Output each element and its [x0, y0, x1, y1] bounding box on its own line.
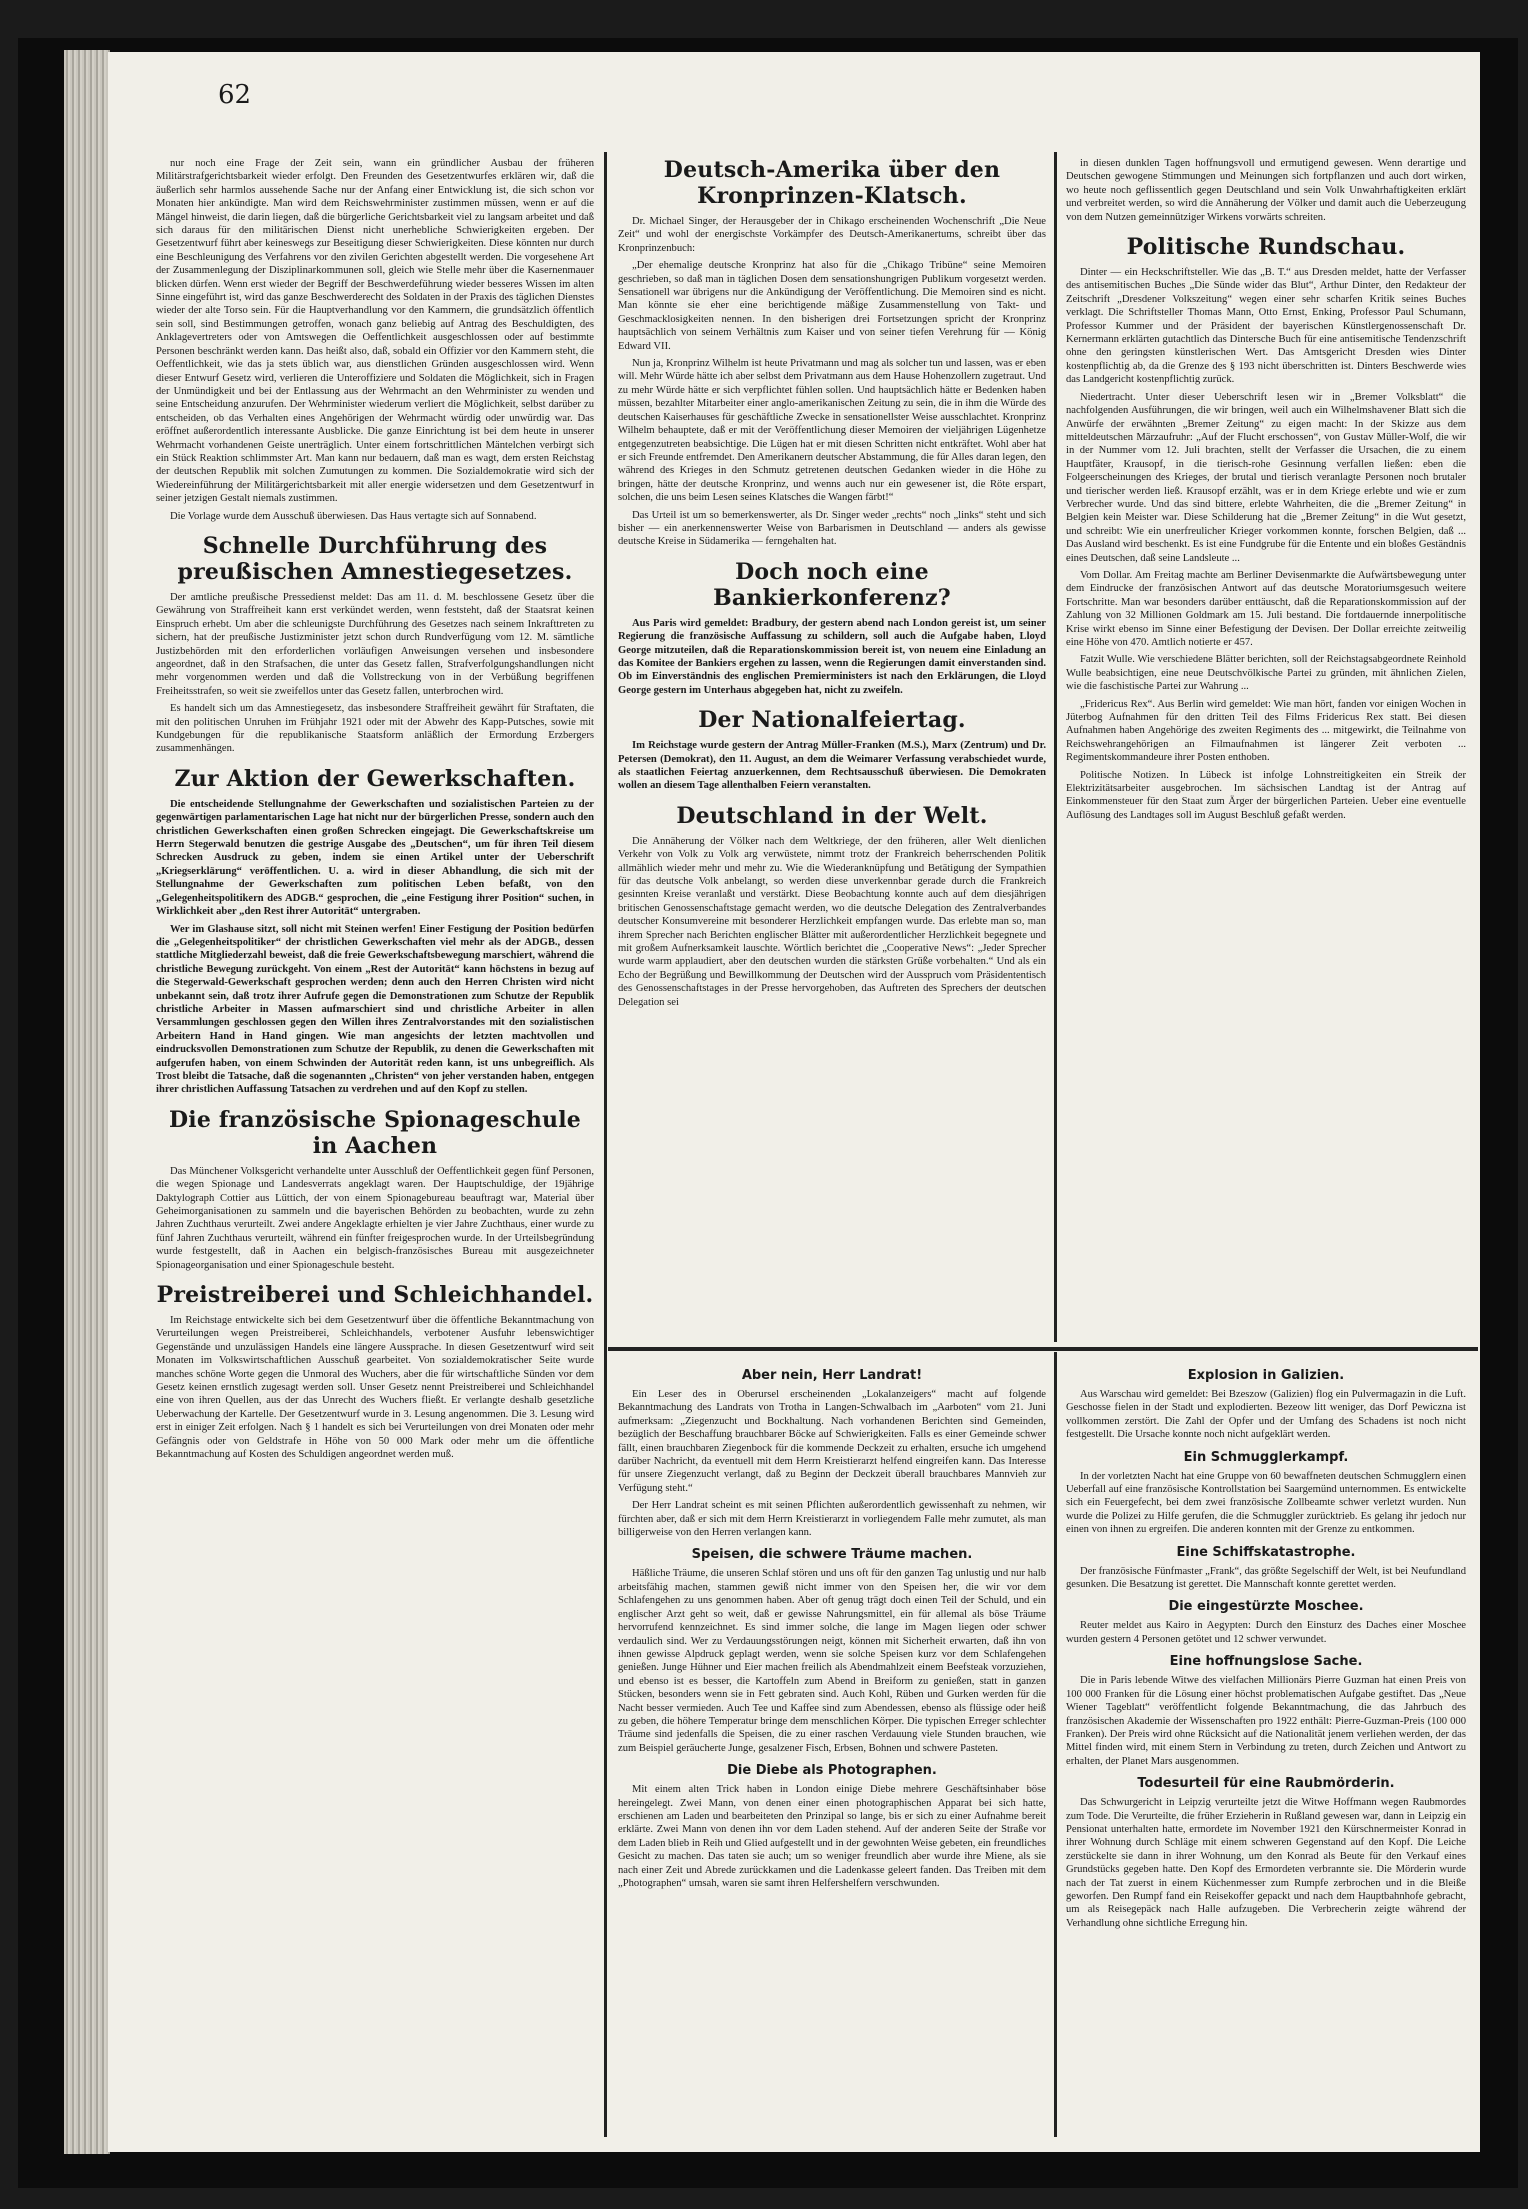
article-text: Die Vorlage wurde dem Ausschuß überwiesen. Das Haus vertagte sich auf Sonnabend.: [170, 510, 537, 522]
article-text: in diesen dunklen Tagen hoffnungsvoll und ermutigend gewesen. Wenn derartige und Deutschen gewogene Stimmungen und Meinungen sich fortpflanzen und auch dort wirken, wo heute noch geflissentlich gegen Deutschland und sein Volk Unwahrhaftigkeiten erklärt und verbreitet werden, so wird die Annäherung der Völker und damit auch die Ueberzeugung von dem Nutzen gemeinnütziger Wirkens vorwärts schreiten.: [1066, 158, 1466, 223]
article-text: Häßliche Träume, die unseren Schlaf stören und uns oft für den ganzen Tag unlustig und nur halb arbeitsfähig machen, stammen gewiß nicht immer von den Speisen her, die wir vor dem Schlafengehen zu uns genommen haben. Aber oft genug trägt doch einen Teil der Schuld, und ein englischer Arzt geht so weit, daß er gewisse Nahrungsmittel, ein für allemal als böse Träume hervorrufend kennzeichnet. Es sind immer solche, die lange im Magen liegen oder schwer verdaulich sind. Wer zu Verdauungsstörungen neigt, können mit Sicherheit erwarten, daß ihn von ihnen gewisse Alpdruck geplagt werden, wenn sie solche Speisen kurz vor dem Schlafengehen genießen. Junge Hühner und Eier machen freilich als Abendmahlzeit einem Beefsteak vorzuziehen, und ebenso ist es besser, die Kartoffeln zum Abend in Breiform zu genießen, statt in ganzen Stücken, besonders wenn sie in Fett gebraten sind. Auch Kohl, Rüben und Gurken werden für die Nacht besser vermieden. Auch Tee und Kaffee sind zum Abendessen, ebenso als flüssige oder heiß zu geben, die höhere Temperatur bringe dem menschlichen Körper. Die typischen Erreger schlechter Träume sind jedenfalls die Speisen, die zu einer raschen Verdauung viele Stunden brauchen, wie zum Beispiel geräucherte Junge, gesalzener Fisch, Erbsen, Bohnen und schwere Pasteten.: [618, 1568, 1046, 1754]
article-text: Mit einem alten Trick haben in London einige Diebe mehrere Geschäftsinhaber böse hereingelegt. Zwei Mann, von denen einer einen photographischen Apparat bei sich hatte, erschienen am Laden und bearbeiteten den Prinzipal so lange, bis er sich zu einer Aufnahme bereit erklärte. Zwei Mann von denen ihn vor dem Laden stehend. Auf der anderen Seite der Straße vor dem Laden blieb in Reih und Glied aufgestellt und in der gewohnten Weise gebeten, ein freundliches Gesicht zu machen. Das taten sie auch; um so weniger freundlich aber wurde ihre Miene, als sie nach einer Zeit und Abrede zurückkamen und die Ladenkasse geleert fanden. Das Treiben mit dem „Photographen“ umsah, waren sie samt ihren Helfershelfern verschwunden.: [618, 1784, 1046, 1889]
article-text: Es handelt sich um das Amnestiegesetz, das insbesondere Straffreiheit gewährt für Straftaten, die mit den politischen Unruhen im Frühjahr 1921 oder mit der Abwehr des Kapp-Putsches, sowie mit Kundgebungen für die republikanische Staatsform anläßlich der Ermordung Erzbergers zusammenhängen.: [156, 703, 594, 755]
headline: Politische Rundschau.: [1126, 234, 1406, 261]
book-binding: [64, 50, 110, 2154]
subheadline: Eine Schiffskatastrophe.: [1176, 1544, 1356, 1560]
subheadline: Ein Schmugglerkampf.: [1183, 1449, 1349, 1465]
feuilleton-right: [1066, 1360, 1466, 1934]
article-text: Reuter meldet aus Kairo in Aegypten: Durch den Einsturz des Daches einer Moschee wurden gestern 4 Personen getötet und 12 schwer verwundet.: [1066, 1620, 1466, 1645]
article-text: Dr. Michael Singer, der Herausgeber der in Chikago erscheinenden Wochenschrift „Die Neue Zeit“ und wohl der energischste Vorkämpfer des Deutsch-Amerikanertums, schreibt über das Kronprinzenbuch:: [618, 216, 1046, 254]
article-text: Im Reichstage wurde gestern der Antrag Müller-Franken (M.S.), Marx (Zentrum) und Dr. Petersen (Demokrat), den 11. August, an dem die Weimarer Verfassung verabschiedet wurde, als staatlichen Feiertag anzuerkennen, dem Rechtsausschuß überwiesen. Die Demokraten wollen an diesem Tage allenthalben Feiern veranstalten.: [618, 740, 1046, 792]
article-text: Das Schwurgericht in Leipzig verurteilte jetzt die Witwe Hoffmann wegen Raubmordes zum Tode. Die Verurteilte, die früher Erzieherin in Rußland gewesen war, dann in Leipzig ein Pensionat unterhalten hatte, ermordete im November 1921 den Kürschnermeister Konrad in ihrer Wohnung durch Schläge mit einem schweren Gegenstand auf den Kopf. Die Leiche zerstückelte sie dann in ihrer Wohnung, um den Konrad als Beute für den Verkauf eines Grundstücks gegeben hatte. Den Kopf des Ermordeten verbrannte sie. Die Mörderin wurde nach der Tat zuerst in einem Küchenmesser zum Rumpfe zerbrochen und in die Bleiße geworfen. Den Rumpf fand ein Reisekoffer gepackt und nach dem Hauptbahnhofe gebracht, um als Reisegepäck nach Halle aufzugeben. Die Verbrecherin zeigte während der Verhandlung ohne sichtliche Erregung hin.: [1066, 1797, 1466, 1929]
article-text: Nun ja, Kronprinz Wilhelm ist heute Privatmann und mag als solcher tun und lassen, was er eben will. Mehr Würde hätte ich aber selbst dem Privatmann aus dem Hause Hohenzollern zugetraut. Und zu mehr Würde hätte er sich verpflichtet fühlen sollen. Und hauptsächlich hätte er Bedenken haben müssen, bezahlter Mitarbeiter einer anglo-amerikanischen Zeitung zu sein, die in ihm die Würde des deutschen Kaiserhauses für geschäftliche Zwecke in sensationellster Weise ausschlachtet. Kronprinz Wilhelm behauptete, daß er mit der Veröffentlichung dieser Memoiren der vieljährigen Lügenhetze entgegenzutreten beabsichtige. Die Lügen hat er mit diesen Schritten nicht entkräftet. Wohl aber hat er sich Freunde entfremdet. Den Amerikanern deutscher Abstammung, die für Alles daran legen, den während des Krieges in den Schmutz getretenen deutschen Gedanken wieder in die Höhe zu bringen, hätte der deutsche Kronprinz, und wenns auch nur ein gewesener ist, die Röte erspart, solchen, die uns beim Lesen seines Klatsches die Wangen färbt!“: [618, 358, 1046, 504]
subheadline: Speisen, die schwere Träume machen.: [691, 1547, 973, 1563]
article-text: „Der ehemalige deutsche Kronprinz hat also für die „Chikago Tribüne“ seine Memoiren geschrieben, so daß man in täglichen Dosen dem sensationshungrigen Publikum vorgesetzt werden. Sensationell war übrigens nur die Ankündigung der Veröffentlichung. Die Memoiren sind es nicht. Man könnte sie eher eine berichtigende mäßige Zusammenstellung von Takt- und Geschmacklosigkeiten nennen. In den bisherigen drei Fortsetzungen spricht der Kronprinz hauptsächlich von seinem Verhältnis zum Kaiser und von seiner tiefen Verehrung für — König Edward VII.: [618, 260, 1046, 352]
article-text: In der vorletzten Nacht hat eine Gruppe von 60 bewaffneten deutschen Schmugglern einen Ueberfall auf eine französische Kontrollstation bei Saargemünd unternommen. Es entwickelte sich ein Feuergefecht, bei dem zwei französische Zollbeamte schwer verletzt wurden. Nun wurde die Polizei zu Hilfe gerufen, die die Schmuggler zurücktrieb. Es gelang ihr jedoch nur einen von ihnen zu ergreifen. Die anderen konnten mit der Grenze zu entkommen.: [1066, 1470, 1466, 1536]
subheadline: Die eingestürzte Moschee.: [1168, 1599, 1364, 1615]
subheadline: Die Diebe als Photographen.: [727, 1763, 937, 1779]
section-divider: [608, 1347, 1478, 1351]
headline: Zur Aktion der Gewerkschaften.: [174, 765, 576, 792]
column-right: [1066, 157, 1466, 826]
article-text: Aus Paris wird gemeldet: Bradbury, der gestern abend nach London gereist ist, um seiner Regierung die französische Auffassung zu schildern, soll auch die Aufgabe haben, Lloyd George mitzuteilen, daß die Reparationskommission bereit ist, von neuem eine Einladung an das Komitee der Bankiers ergehen zu lassen, wenn die Regierungen damit einverstanden sind. Ob im Einverständnis des englischen Premierministers ist nach den Erklärungen, die Lloyd George gestern im Unterhaus abgegeben hat, nicht zu zweifeln.: [618, 617, 1046, 696]
article-text: nur noch eine Frage der Zeit sein, wann ein gründlicher Ausbau der früheren Militärstrafgerichtsbarkeit wieder erfolgt. Den Freunden des Gesetzentwurfes erklären wir, daß die äußerlich sehr harmlos aussehende Sache nur der Anfang einer Entwicklung ist, die sich schon vor Monaten hier ankündigte. Man wird dem Reichswehrminister zustimmen müssen, wenn er auf die Mängel hinweist, die darin liegen, daß die bürgerliche Gerichtsbarkeit viel zu langsam arbeitet und daß sich daraus für den militärischen Dienst nicht unerhebliche Schwierigkeiten ergeben. Der Gesetzentwurf führt aber keineswegs zur Beseitigung dieser Schwierigkeiten. Diese könnten nur durch eine Beschleunigung des Verfahrens vor den zivilen Gerichten abgestellt werden. Die vorgesehene Art der Zusammenlegung der Disziplinarkommunen soll, gleich wie Stelle mehr über die Kasernenmauer blicken dürfen. Wenn erst wieder der Begriff der Beschwerdeführung wieder besseres Wissen im alten Sinne eingeführt ist, wird das ganze Beschwerderecht des Soldaten in der Praxis des täglichen Dienstes wieder der alte Torso sein. Für die Hauptverhandlung vor den Kammern, die grundsätzlich öffentlich sein soll, sind Bestimmungen getroffen, wonach ganz beliebig auf Antrag des Beschuldigten, des Anklagevertreters oder von Amtswegen die Oeffentlichkeit ausgeschlossen oder auf bestimmte Personen beschränkt werden kann. Das heißt also, daß, sobald ein Offizier vor den Kammern steht, die Oeffentlichkeit, wie das ja stets üblich war, aus dienstlichen Gründen ausgeschlossen wird. Wenn dieser Entwurf Gesetz wird, verlieren die Unteroffiziere und Soldaten die Möglichkeit, sich in Fragen der Unmündigkeit und bei der Entlassung aus der Wehrmacht an den Wehrminister zu wenden und seine Entscheidung anzurufen. Der Wehrminister wiederum verliert die Möglichkeit, selbst darüber zu entscheiden, ob das Verhalten eines Angehörigen der Wehrmacht würdig oder unwürdig war. Das eröffnet außerordentlich interessante Ausblicke. Die ganze Einrichtung ist bei dem heute in unserer Wehrmacht vorhandenen Geiste unerträglich. Unter einem fortschrittlichen Mäntelchen verbirgt sich ein Stück Reaktion schlimmster Art. Man kann nur bedauern, daß man es wagt, dem ersten Reichstag der deutschen Republik mit solchen Zumutungen zu kommen. Die Sozialdemokratie wird sich der Wiedereinführung der Militärgerichtsbarkeit mit aller energie widersetzen und dem Gesetzentwurf in seiner jetzigen Gestalt niemals zustimmen.: [156, 158, 594, 505]
article-text: Wer im Glashause sitzt, soll nicht mit Steinen werfen! Einer Festigung der Position bedürfen die „Gelegenheitspolitiker“ der christlichen Gewerkschaften viel mehr als der ADGB., dessen stattliche Mitgliederzahl beweist, daß die freie Gewerkschaftsbewegung marschiert, während die christliche Bewegung zurückgeht. Von einem „Rest der Autorität“ kann höchstens in bezug auf die Stegerwald-Gewerkschaft gesprochen werden; denn auch den Herren Christen wird nicht unbekannt sein, daß trotz ihrer Aufrufe gegen die Demonstrationen zum Schutze der Republik christliche Arbeiter in Massen aufmarschiert sind und christliche Arbeiter in allen Versammlungen geschlossen gegen den Willen ihres Zentralvorstandes mit den sozialistischen Arbeitern Hand in Hand gingen. Wie man angesichts der letzten machtvollen und eindrucksvollen Demonstrationen zum Schutze der Republik, zu denen die Gewerkschaften mit aufgerufen haben, von einem Schwinden der Autorität reden kann, ist uns unbegreiflich. Als Trost bleibt die Tatsache, daß die sogenannten „Christen“ von jeher verstanden haben, entgegen ihrer christlichen Auffassung Tatsachen zu verdrehen und auf den Kopf zu stellen.: [156, 923, 594, 1096]
article-text: Das Münchener Volksgericht verhandelte unter Ausschluß der Oeffentlichkeit gegen fünf Personen, die wegen Spionage und Landesverrats angeklagt waren. Der Hauptschuldige, der 19jährige Daktylograph Cottier aus Lüttich, der von einem Spionagebureau beauftragt war, Material über Geheimorganisationen zu sammeln und die bayerischen Behörden zu beobachten, wurde zu zehn Jahren Zuchthaus verurteilt. Zwei andere Angeklagte erhielten je vier Jahre Zuchthaus, einer wurde zu fünf Jahren Zuchthaus verurteilt, während ein fünfter freigesprochen wurde. In der Urteilsbegründung wurde festgestellt, daß in Aachen ein belgisch-französisches Bureau mit ausgezeichneter Spionageorganisation und einer Spionageschule besteht.: [156, 1165, 594, 1271]
rundschau-item: Politische Notizen. In Lübeck ist infolge Lohnstreitigkeiten ein Streik der Elektrizitätsarbeiter ausgebrochen. Im sächsischen Landtag ist der Antrag auf Einkommensteuer für den Staat zum Ärger der bürgerlichen Parteien. Ueber eine eventuelle Auflösung des Landtages soll im August Beschluß gefaßt werden.: [1066, 769, 1466, 821]
article-text: Der Herr Landrat scheint es mit seinen Pflichten außerordentlich gewissenhaft zu nehmen, wir fürchten aber, daß er sich mit dem Herrn Kreistierarzt in vorliegendem Falle mehr zumutet, als man billigerweise von den Herren verlangen kann.: [618, 1500, 1046, 1539]
article-text: Ein Leser des in Oberursel erscheinenden „Lokalanzeigers“ macht auf folgende Bekanntmachung des Landrats von Trotha in Langen-Schwalbach im „Aarboten“ vom 21. Juni aufmerksam: „Ziegenzucht und Bockhaltung. Nach vorhandenen Berichten sind Gemeinden, bezüglich der Beschaffung brauchbarer Böcke auf Schwierigkeiten. Falls es einer Gemeinde schwer fällt, einen brauchbaren Ziegenbock für die kommende Deckzeit zu erhalten, ersuche ich umgehend darüber Nachricht, da eventuell mit dem Herrn Kreistierarzt helfend eingreifen kann. Das Interesse für unsere Ziegenzucht verlangt, daß zu Beginn der Deckzeit überall brauchbares Mannvieh zur Verfügung steht.“: [618, 1389, 1046, 1494]
column-divider: [1054, 152, 1057, 1342]
subheadline: Todesurteil für eine Raubmörderin.: [1137, 1776, 1395, 1792]
headline: Deutsch-Amerika über den Kronprinzen-Klatsch.: [663, 157, 1001, 209]
article-text: Die in Paris lebende Witwe des vielfachen Millionärs Pierre Guzman hat einen Preis von 100 000 Franken für die Lösung einer höchst problematischen Aufgabe gestiftet. Das „Neue Wiener Tageblatt“ veröffentlicht folgende Bekanntmachung, die das Jahrbuch des französischen Akademie der Wissenschaften pro 1922 enthält: Pierre-Guzman-Preis (100 000 Franken). Der Preis wird ohne Rücksicht auf die Nationalität jenem verliehen werden, der das Mittel finden wird, mit einem Stern in Verbindung zu treten, durch Zeichen und Antwort zu erhalten, der Planet Mars ausgenommen.: [1066, 1675, 1466, 1767]
newspaper-page: [108, 52, 1480, 2152]
rundschau-item: Fatzit Wulle. Wie verschiedene Blätter berichten, soll der Reichstagsabgeordnete Reinhold Wulle beabsichtigen, eine neue Deutschvölkische Partei zu gründen, mit ähnlichen Zielen, wie die faschistische Partei zur Wahrung ...: [1066, 654, 1466, 693]
headline: Der Nationalfeiertag.: [698, 707, 966, 734]
subheadline: Eine hoffnungslose Sache.: [1169, 1654, 1363, 1670]
column-middle: [618, 157, 1046, 1013]
article-text: Der französische Fünfmaster „Frank“, das größte Segelschiff der Welt, ist bei Neufundland gesunken. Die Besatzung ist gerettet. Die Mannschaft konnte gerettet werden.: [1066, 1565, 1466, 1591]
article-text: Der amtliche preußische Pressedienst meldet: Das am 11. d. M. beschlossene Gesetz über die Gewährung von Straffreiheit kann erst verkündet werden, wenn feststeht, daß der Staatsrat keinen Einspruch erhebt. Um aber die schleunigste Durchführung des Gesetzes nach seinem Inkrafttreten zu sichern, hat der preußische Justizminister jetzt schon durch Rundverfügung vom 12. M. sämtliche Justizbehörden mit den erforderlichen vorläufigen Anweisungen versehen und insbesondere angeordnet, daß in den Strafsachen, die unter das Gesetz fallen, Strafverfolgungshandlungen nicht mehr vorgenommen werden und daß die Vollstreckung von in der Verbüßung begriffenen Freiheitsstrafen, so weit sie zweifellos unter das Gesetz fallen, unterbrochen wird.: [156, 591, 594, 697]
article-text: Das Urteil ist um so bemerkenswerter, als Dr. Singer weder „rechts“ noch „links“ steht und sich bisher — ein anerkennenswerter Weise von Barbarismen in Deutschland — anders als gewisse deutsche Kreise in Südamerika — ferngehalten hat.: [618, 509, 1046, 548]
headline: Die französische Spionageschule in Aachen: [169, 1106, 581, 1159]
article-text: Die entscheidende Stellungnahme der Gewerkschaften und sozialistischen Parteien zu der gegenwärtigen parlamentarischen Lage hat nicht nur der bürgerlichen Presse, sondern auch den christlichen Gewerkschaften einen großen Schrecken eingejagt. Die Gewerkschaftskreise um Herrn Stegerwald benutzen die gestrige Ausgabe des „Deutschen“, um für ihren Teil diesem Schrecken Ausdruck zu geben, indem sie einen Artikel unter der Ueberschrift „Kriegserklärung“ veröffentlichen. U. a. wird in dieser Abhandlung, die sich mit der Stellungnahme der Gewerkschaften zum politischen Leben befaßt, von den „Gelegenheitspolitikern des ADGB.“ gesprochen, die „eine Festigung ihrer Position“ suchen, in Wirklichkeit aber „den Rest ihrer Autorität“ untergraben.: [156, 798, 594, 918]
column-divider: [1054, 1352, 1057, 2137]
column-divider: [604, 152, 607, 2137]
subheadline: Aber nein, Herr Landrat!: [741, 1368, 923, 1383]
article-text: Im Reichstage entwickelte sich bei dem Gesetzentwurf über die öffentliche Bekanntmachung von Verurteilungen wegen Preistreiberei, Schleichhandels, verbotener Ausfuhr lebenswichtiger Gegenstände und unzulässigen Handels eine längere Aussprache. In diesen Gesetzentwurf wird seit Monaten im Volkswirtschaftlichen Ausschuß gearbeitet. Von sozialdemokratischer Seite wurde manches schöne Worte gegen die Unmoral des Wuchers, aber die für wirtschaftliche Sünden vor dem Gesetz keinen ernstlich zugesagt werden soll. Unser Gesetz nennt Preistreiberei und Schleichhandel eine von ihren Quellen, aus der das Unrecht des Wuchers fließt. Er verlangte deshalb gesetzliche Ueberwachung der Kartelle. Der Gesetzentwurf wurde in 3. Lesung angenommen. Die 3. Lesung wird erst in einiger Zeit erfolgen. Nach § 1 handelt es sich bei Verurteilungen von drei Monaten oder mehr Gefängnis oder von Geldstrafe in Höhe von 50 000 Mark oder mehr um die öffentliche Bekanntmachung auf Kosten des Schuldigen angeordnet werden muß.: [156, 1315, 594, 1461]
page-number: 62: [218, 80, 252, 110]
column-left: [156, 157, 594, 1466]
article-text: Die Annäherung der Völker nach dem Weltkriege, der den früheren, aller Welt dienlichen Verkehr von Volk zu Volk arg verwüstete, nimmt trotz der Frankreich beherrschenden Politik allmählich wieder mehr und mehr zu. Wie die Wiederanknüpfung und Betätigung der Sympathien für das deutsche Volk anbelangt, so werden diese unverkennbar gerade durch die Frankreich gesinnten Kreise veranlaßt und verstärkt. Diese Beobachtung konnte auch auf dem diesjährigen britischen Genossenschaftstage gemacht werden, wo die deutsche Delegation des Zentralverbandes deutscher Konsumvereine mit besonderer Herzlichkeit empfangen wurde. Das erlebte man so, man ihrem Sprecher nach Berichten englischer Blätter mit außerordentlicher Herzlichkeit begegnete und mit großem Aufnerksamkeit lauschte. Wörtlich berichtet die „Cooperative News“: „Jeder Sprecher wurde warm applaudiert, aber den deutschen wurden die stärksten Grüße vorbehalten.“ Und als ein Echo der Begrüßung und Bewillkommung der Deutschen wird der Ausspruch vom Präsidententisch des Genossenschaftstages in der Presse hervorgehoben, das Auftreten des Sprechers der deutschen Delegation sei: [618, 835, 1046, 1008]
subheadline: Explosion in Galizien.: [1187, 1368, 1345, 1383]
rundschau-item: „Fridericus Rex“. Aus Berlin wird gemeldet: Wie man hört, fanden vor einigen Wochen in Jüterbog Aufnahmen für den dritten Teil des Films Fridericus Rex statt. Bei diesen Aufnahmen haben Angehörige des zweiten Regiments des ... mitgewirkt, die Teilnahme von Reichswehrangehörigen an Filmaufnahmen ist längerer Zeit verboten ... Regimentskommandeure ihrer Posten enthoben.: [1066, 698, 1466, 764]
headline: Preistreiberei und Schleichhandel.: [156, 1282, 594, 1309]
feuilleton-middle: [618, 1360, 1046, 1894]
headline: Doch noch eine Bankierkonferenz?: [713, 558, 951, 611]
rundschau-item: Vom Dollar. Am Freitag machte am Berliner Devisenmarkte die Aufwärtsbewegung unter dem Eindrucke der französischen Antwort auf das deutsche Moratoriumsgesuch weitere Fortschritte. Man war besonders darüber enttäuscht, daß die Reparationskommission auf der Zahlung von 32 Millionen Goldmark am 15. Juli bestand. Die fortdauernde innerpolitische Krise wirkt ebenso im Sinne einer Befestigung der Devisen. Der Dollar erreichte zeitweilig eine Höhe von 470. Amtlich notierte er 457.: [1066, 569, 1466, 648]
rundschau-item: Niedertracht. Unter dieser Ueberschrift lesen wir in „Bremer Volksblatt“ die nachfolgenden Ausführungen, die wir bringen, weil auch ein Wilhelmshavener Blatt sich die Anwürfe der erwähnten „Bremer Zeitung“ zu eigen macht: In der Skizze aus dem mitteldeutschen Märzaufruhr: „Auf der Flucht erschossen“, von Gustav Müller-Wolf, die wir in der Nummer vom 12. Juli brachten, stellt der Verfasser die Ursachen, die zu einem Hauptfäter, Krausopf, in die tierisch-rohe Gesinnung verfallen ließen: eben die Folgeerscheinungen des Krieges, der brutal und tierisch veranlagte Personen noch brutaler und tierischer werden ließ. Krausopf erzählt, was er in dem Kriege erlebte und wie er zum Verbrecher wurde. Und das sind bittere, erlebte Wahrheiten, die die „Bremer Zeitung“ in Belgien kein Meister war. Diese Schilderung hat die „Bremer Zeitung“ in die Wut gesetzt, und schreibt: Wie ein unerfreulicher Krieger vorkommen konnte, forschen Belgien, daß ... Das Ausland wird beschenkt. Es ist eine Fundgrube für die Entente und ein bloßes Geständnis eines Deutschen, daß seine Landsleute ...: [1066, 391, 1466, 564]
headline: Schnelle Durchführung des preußischen Amnestiegesetzes.: [177, 532, 573, 585]
rundschau-item: Dinter — ein Heckschriftsteller. Wie das „B. T.“ aus Dresden meldet, hatte der Verfasser des antisemitischen Buches „Die Sünde wider das Blut“, Arthur Dinter, den Redakteur der Zeitschrift „Dresdener Volkszeitung“ wegen einer sehr scharfen Kritik seines Buches verklagt. Die Schriftsteller Thomas Mann, Otto Ernst, Enking, Professor Paul Schumann, Professor Kummer und der Präsident der bayerischen Künstlergenossenschaft Dr. Kernermann erklärten gutachtlich das Dintersche Buch für eine antisemitische Tendenzschrift ohne den geringsten künstlerischen Wert. Das Amtsgericht Dresden wies Dinter kostenpflichtig ab, da die Grenze des § 193 nicht überschritten ist. Dinters Beschwerde wies das Landgericht kostenpflichtig zurück.: [1066, 267, 1466, 386]
article-text: Aus Warschau wird gemeldet: Bei Bzeszow (Galizien) flog ein Pulvermagazin in die Luft. Geschosse fielen in der Stadt und explodierten. Bezeow litt weniger, das Dorf Pewiczna ist vollkommen zerstört. Die Zahl der Opfer und der Umfang des Schadens ist noch nicht festgestellt. Die Ursache konnte noch nicht aufgeklärt werden.: [1066, 1389, 1466, 1441]
headline: Deutschland in der Welt.: [676, 802, 988, 829]
